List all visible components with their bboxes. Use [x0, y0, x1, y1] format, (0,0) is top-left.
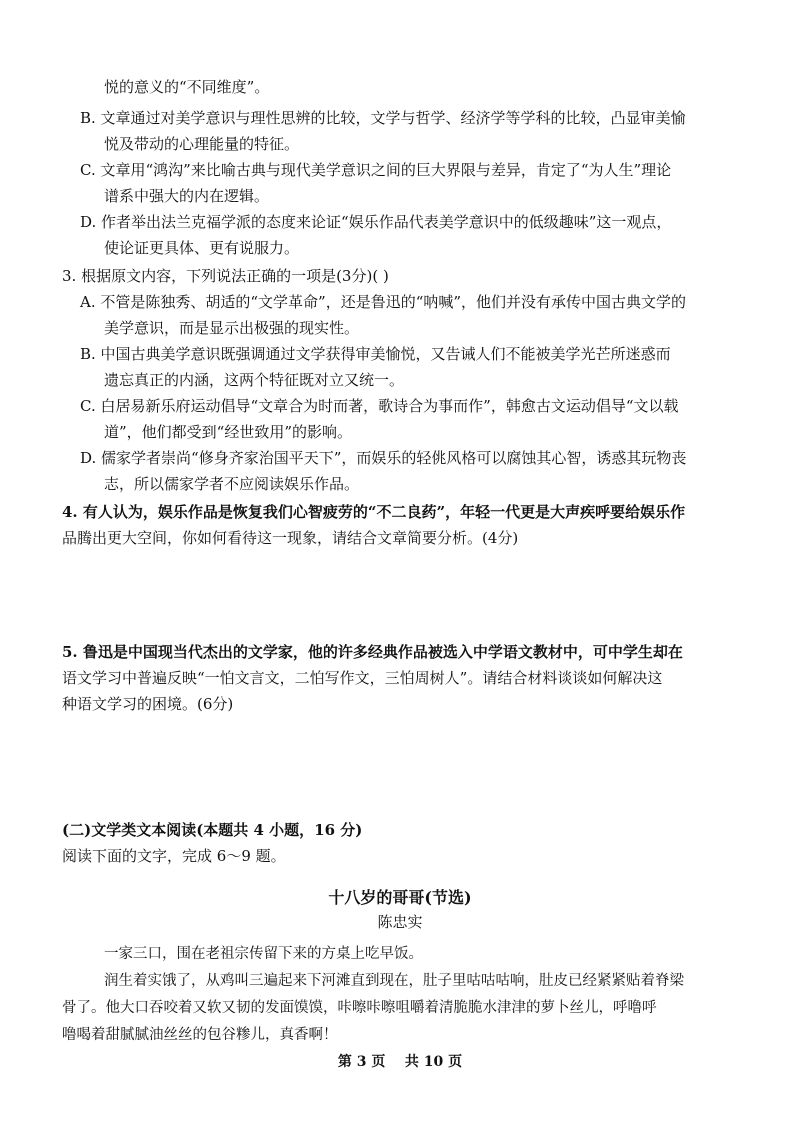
story-paragraph-1: 一家三口，围在老祖宗传留下来的方桌上吃早饭。 — [104, 946, 423, 962]
q2-continuation: 悦的意义的“不同维度”。 — [104, 78, 270, 96]
q2-option-b-line1: B. 文章通过对美学意识与理性思辨的比较，文学与哲学、经济学等学科的比较，凸显审美愉 — [80, 109, 686, 127]
q3-option-d-line2: 志，所以儒家学者不应阅读娱乐作品。 — [104, 475, 360, 493]
story-paragraph-2-line3: 噜喝着甜腻腻油丝丝的包谷糁儿，真香啊！ — [62, 1027, 338, 1043]
q2-option-d-line2: 使论证更具体、更有说服力。 — [104, 239, 300, 257]
q3-option-c-line1: C. 白居易新乐府运动倡导“文章合为时而著，歌诗合为事而作”，韩愈古文运动倡导“文以载 — [80, 397, 679, 415]
story-paragraph-2-line2: 骨了。他大口吞咬着又软又韧的发面馍馍，咔嚓咔嚓咀嚼着清脆脆水津津的萝卜丝儿，呼噜呼 — [62, 1000, 657, 1016]
q3-option-b-line2: 遗忘真正的内涵，这两个特征既对立又统一。 — [104, 371, 405, 389]
q3-option-a-line1: A. 不管是陈独秀、胡适的“文学革命”，还是鲁迅的“呐喊”，他们并没有承传中国古典文学的 — [80, 293, 687, 311]
q4-line2: 品腾出更大空间，你如何看待这一现象，请结合文章简要分析。(4分) — [62, 529, 519, 547]
q4-line1: 4. 有人认为，娱乐作品是恢复我们心智疲劳的“不二良药”，年轻一代更是大声疾呼要给娱乐作 — [62, 503, 686, 521]
q2-option-c-line2: 谱系中强大的内在逻辑。 — [104, 187, 270, 205]
section2-instruction: 阅读下面的文字，完成 6～9 题。 — [62, 847, 286, 865]
page-footer: 第 3 页 共 10 页 — [337, 1054, 463, 1070]
story-title: 十八岁的哥哥(节选) — [328, 888, 472, 907]
q5-line2: 语文学习中普遍反映“一怕文言文，二怕写作文，三怕周树人”。请结合材料谈谈如何解决这 — [62, 669, 663, 687]
story-author: 陈忠实 — [377, 913, 423, 931]
q2-option-b-line2: 悦及带动的心理能量的特征。 — [104, 135, 300, 153]
q5-line1: 5. 鲁迅是中国现当代杰出的文学家，他的许多经典作品被选入中学语文教材中，可中学生却在 — [62, 643, 683, 661]
q3-option-a-line2: 美学意识，而是显示出极强的现实性。 — [104, 319, 360, 337]
section2-heading: (二)文学类文本阅读(本题共 4 小题，16 分) — [62, 821, 363, 839]
q2-option-d-line1: D. 作者举出法兰克福学派的态度来论证“娱乐作品代表美学意识中的低级趣味”这一观点， — [80, 213, 672, 231]
q5-line3: 种语文学习的困境。(6分) — [62, 695, 234, 713]
q2-option-c-line1: C. 文章用“鸿沟”来比喻古典与现代美学意识之间的巨大界限与差异，肯定了“为人生”理论 — [80, 161, 672, 179]
q3-option-b-line1: B. 中国古典美学意识既强调通过文学获得审美愉悦，又告诫人们不能被美学光芒所迷惑而 — [80, 345, 671, 363]
q3-option-c-line2: 道”，他们都受到“经世致用”的影响。 — [104, 423, 353, 441]
q3-title: 3. 根据原文内容，下列说法正确的一项是(3分)( ) — [62, 267, 389, 285]
q3-option-d-line1: D. 儒家学者崇尚“修身齐家治国平天下”，而娱乐的轻佻风格可以腐蚀其心智，诱惑其玩物丧 — [80, 449, 687, 467]
story-paragraph-2-line1: 润生着实饿了，从鸡叫三遍起来下河滩直到现在，肚子里咕咕咕响，肚皮已经紧紧贴着脊梁 — [104, 973, 684, 989]
